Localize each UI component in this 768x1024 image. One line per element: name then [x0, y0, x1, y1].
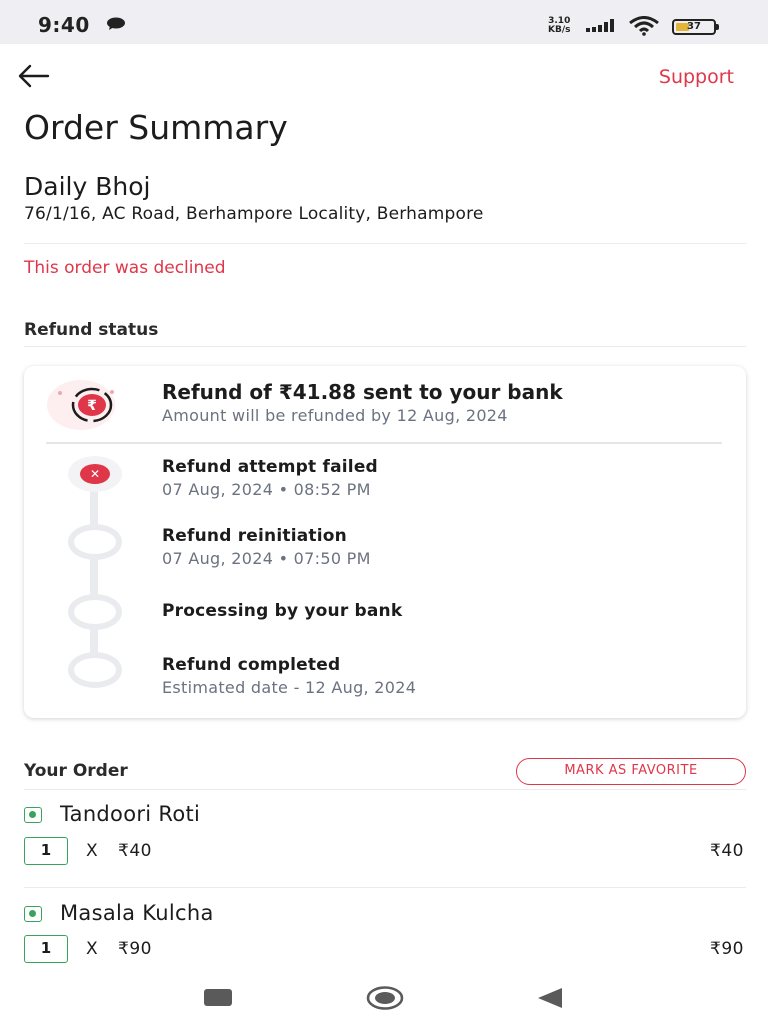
- circle-icon[interactable]: [366, 986, 404, 1010]
- item-unit-price: ₹90: [118, 939, 152, 959]
- timeline-node: [68, 594, 122, 630]
- veg-indicator-icon: [24, 906, 42, 922]
- item-multiply: X: [86, 939, 98, 959]
- page-title: Order Summary: [24, 108, 288, 147]
- timeline-track: [90, 474, 98, 670]
- timeline-step-title: Refund completed: [162, 655, 341, 675]
- item-name: Masala Kulcha: [60, 901, 214, 925]
- timeline-step-title: Refund reinitiation: [162, 526, 347, 546]
- restaurant-address: 76/1/16, AC Road, Berhampore Locality, Berhampore: [24, 204, 484, 224]
- cross-icon: ✕: [80, 464, 110, 484]
- mark-favorite-button[interactable]: MARK AS FAVORITE: [516, 758, 746, 785]
- divider: [24, 346, 746, 347]
- item-multiply: X: [86, 841, 98, 861]
- arrow-left-icon[interactable]: [16, 62, 52, 90]
- item-total: ₹40: [710, 841, 744, 861]
- item-quantity: 1: [24, 935, 68, 963]
- your-order-heading: Your Order: [24, 761, 128, 781]
- signal-icon: [586, 18, 620, 34]
- item-quantity: 1: [24, 837, 68, 865]
- veg-indicator-icon: [24, 807, 42, 823]
- status-bar: [0, 0, 768, 44]
- wifi-icon: [628, 16, 662, 36]
- square-icon[interactable]: [204, 989, 232, 1006]
- timeline-node: [68, 524, 122, 560]
- timeline-step-title: Processing by your bank: [162, 601, 403, 621]
- timeline-step-subtitle: 07 Aug, 2024 • 07:50 PM: [162, 549, 371, 568]
- timeline-step-subtitle: 07 Aug, 2024 • 08:52 PM: [162, 480, 371, 499]
- divider: [24, 789, 746, 790]
- divider: [46, 442, 722, 444]
- svg-text:₹: ₹: [87, 398, 97, 414]
- battery-level: 37: [687, 21, 701, 32]
- battery-icon: [672, 19, 720, 35]
- refund-card: [24, 366, 746, 718]
- order-status: This order was declined: [24, 258, 226, 278]
- item-unit-price: ₹40: [118, 841, 152, 861]
- battery-tip: [716, 24, 719, 30]
- refund-subtitle: Amount will be refunded by 12 Aug, 2024: [162, 406, 508, 425]
- timeline-node-failed: [68, 456, 122, 492]
- refund-title: Refund of ₹41.88 sent to your bank: [162, 380, 563, 404]
- restaurant-name: Daily Bhoj: [24, 172, 151, 201]
- rupee-refund-icon: [46, 378, 116, 432]
- chat-bubble-icon: [106, 17, 126, 31]
- refund-status-heading: Refund status: [24, 320, 159, 340]
- divider: [24, 887, 746, 888]
- item-name: Tandoori Roti: [60, 802, 201, 826]
- support-link[interactable]: Support: [658, 66, 734, 88]
- triangle-icon[interactable]: [536, 986, 564, 1010]
- timeline-node: [68, 652, 122, 688]
- timeline-step-title: Refund attempt failed: [162, 457, 378, 477]
- timeline-step-subtitle: Estimated date - 12 Aug, 2024: [162, 678, 417, 697]
- status-time: 9:40: [38, 13, 90, 37]
- divider: [24, 243, 746, 244]
- item-total: ₹90: [710, 939, 744, 959]
- network-speed: 3.10 KB/s: [548, 16, 571, 35]
